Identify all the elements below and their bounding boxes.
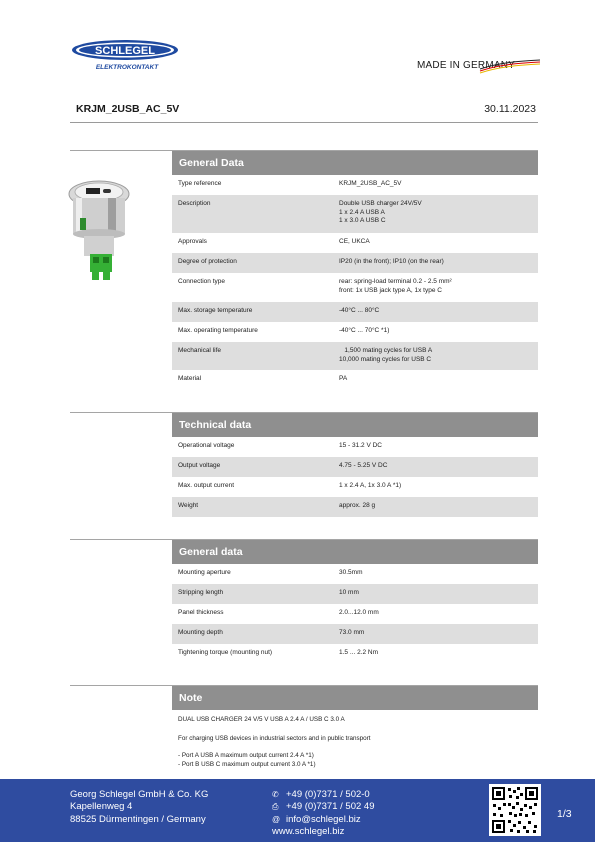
row-label: Degree of protection: [178, 258, 237, 265]
row-value: KRJM_2USB_AC_5V: [339, 180, 402, 187]
fax-icon: ⎙: [272, 802, 279, 812]
row-label: Stripping length: [178, 589, 224, 596]
table-row: [172, 322, 538, 342]
website-link[interactable]: www.schlegel.biz: [272, 825, 345, 837]
table-row: [172, 604, 538, 624]
row-label: Mounting aperture: [178, 569, 231, 576]
row-label: Material: [178, 375, 202, 382]
city-address: 88525 Dürmentingen / Germany: [70, 813, 206, 825]
street-address: Kapellenweg 4: [70, 801, 133, 813]
table-row: [172, 342, 538, 370]
table-row: [172, 457, 538, 477]
section-title-technical-data: Technical data: [172, 413, 538, 437]
document-date: 30.11.2023: [484, 103, 536, 115]
table-row: [172, 175, 538, 195]
row-value: PA: [339, 375, 348, 382]
note-line: For charging USB devices in industrial sectors and in public transport: [178, 735, 371, 742]
row-value: -40°C ... 70°C *1): [339, 327, 390, 334]
germany-flag-swoosh-icon: [478, 57, 542, 77]
row-label: Mounting depth: [178, 629, 223, 636]
row-value: CE, UKCA: [339, 238, 370, 245]
product-image: [64, 178, 134, 288]
row-value: 30.5mm: [339, 569, 363, 576]
table-row: [172, 233, 538, 253]
schlegel-logo: [70, 38, 180, 74]
row-label: Connection type: [178, 278, 225, 285]
row-value: -40°C ... 80°C: [339, 307, 380, 314]
logo-sub-text: ELEKTROKONTAKT: [95, 64, 159, 71]
page-number: 1/3: [557, 808, 572, 820]
row-value: 10 mm: [339, 589, 359, 596]
email-icon: @: [272, 814, 281, 824]
table-row: [172, 477, 538, 497]
note-line: - Port B USB C maximum output current 3.0 A *1): [178, 761, 316, 768]
row-value: IP20 (in the front); IP10 (on the rear): [339, 258, 444, 265]
row-value: 73.0 mm: [339, 629, 365, 636]
table-row: [172, 195, 538, 233]
row-value: Double USB charger 24V/5V 1 x 2.4 A USB A 1 x 3.0 A USB C: [339, 200, 422, 224]
row-label: Mechanical life: [178, 347, 221, 354]
table-row: [172, 564, 538, 584]
qr-code-icon: [489, 784, 541, 836]
email-link[interactable]: info@schlegel.biz: [286, 813, 361, 825]
section-title-note: Note: [172, 686, 538, 710]
row-label: Weight: [178, 502, 199, 509]
row-value: 2.0...12.0 mm: [339, 609, 379, 616]
section-title-general-data: General Data: [172, 151, 538, 175]
table-row: [172, 644, 538, 664]
footer-address: [70, 789, 208, 826]
note-line: DUAL USB CHARGER 24 V/5 V USB A 2.4 A / USB C 3.0 A: [178, 716, 345, 723]
row-value: 1 x 2.4 A, 1x 3.0 A *1): [339, 482, 402, 489]
row-value: 1,500 mating cycles for USB A 10,000 mating cycles for USB C: [339, 347, 433, 363]
header-divider: [70, 122, 538, 123]
table-row: [172, 273, 538, 302]
table-row: [172, 497, 538, 517]
row-label: Tightening torque (mounting nut): [178, 649, 273, 656]
row-label: Max. operating temperature: [178, 327, 258, 334]
table-row: [172, 437, 538, 457]
row-label: Max. output current: [178, 482, 234, 489]
row-label: Max. storage temperature: [178, 307, 253, 314]
row-label: Panel thickness: [178, 609, 224, 616]
table-row: [172, 253, 538, 273]
phone-number[interactable]: +49 (0)7371 / 502-0: [286, 789, 370, 800]
table-row: [172, 302, 538, 322]
row-value: rear: spring-load terminal 0.2 - 2.5 mm² front: 1x USB jack type A, 1x type C: [339, 278, 452, 294]
row-value: approx. 28 g: [339, 502, 376, 509]
row-value: 15 - 31.2 V DC: [339, 442, 382, 449]
fax-number: +49 (0)7371 / 502 49: [286, 801, 375, 813]
row-value: 4.75 - 5.25 V DC: [339, 462, 388, 469]
section-title-general-data-2: General data: [172, 540, 538, 564]
row-label: Approvals: [178, 238, 207, 245]
document-id: KRJM_2USB_AC_5V: [76, 103, 180, 115]
table-row: [172, 584, 538, 604]
table-row: [172, 370, 538, 390]
company-name: Georg Schlegel GmbH & Co. KG: [70, 789, 209, 800]
note-line: - Port A USB A maximum output current 2.4 A *1): [178, 752, 314, 759]
logo-brand-text: SCHLEGEL: [95, 45, 155, 57]
made-in-label: MADE IN GERMANY: [417, 60, 516, 71]
footer-contact: [272, 789, 374, 838]
row-label: Description: [178, 200, 211, 207]
phone-icon: ✆: [272, 790, 279, 799]
row-value: 1.5 ... 2.2 Nm: [339, 649, 379, 656]
row-label: Type reference: [178, 180, 222, 187]
row-label: Operational voltage: [178, 442, 235, 449]
table-row: [172, 624, 538, 644]
row-label: Output voltage: [178, 462, 221, 469]
